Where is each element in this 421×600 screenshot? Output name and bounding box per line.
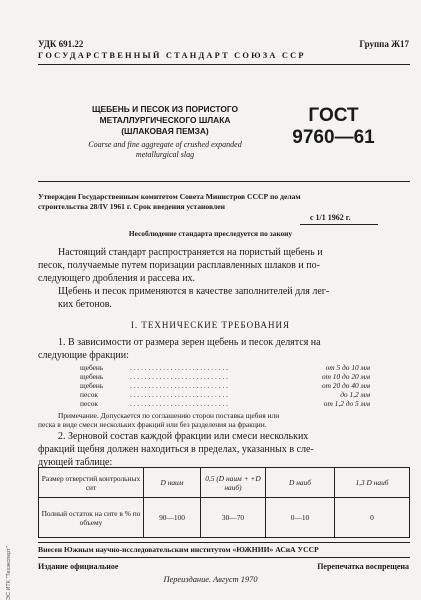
- approval-line2: строительства 28/IV 1961 г. Срок введения установлен: [38, 202, 226, 211]
- title-en: [60, 140, 270, 160]
- note-l1: Примечание. Допускается по соглашению сторон поставка щебня или: [58, 411, 280, 420]
- section1-p2-l2: фракций щебня должен находиться в пределах, указанных в сле-: [38, 444, 314, 455]
- fraction-name: песок: [80, 399, 98, 408]
- intro-p2-l2: ких бетонов.: [58, 299, 112, 310]
- section1-p2-l3: дующей таблице:: [38, 457, 113, 468]
- fraction-row: [80, 382, 370, 391]
- table-header-cell: 1,3 D наиб: [335, 468, 410, 498]
- date-underline: [300, 224, 378, 225]
- state-standard-line: ГОСУДАРСТВЕННЫЙ СТАНДАРТ СОЮЗА ССР: [38, 51, 306, 60]
- title-ru-line2: МЕТАЛЛУРГИЧЕСКОГО ШЛАКА: [99, 115, 231, 125]
- title-rule: [38, 181, 410, 182]
- gost-label: ГОСТ: [308, 105, 359, 126]
- table-cell: 0—10: [266, 498, 335, 538]
- intro-p1-l3: следующего дробления и рассева их.: [38, 273, 196, 284]
- footer-rule-top: [38, 542, 410, 543]
- effective-date: с 1/1 1962 г.: [310, 213, 351, 222]
- fraction-value: от 10 до 20 мм: [321, 372, 370, 381]
- section1-p1-l2: следующие фракции:: [38, 350, 129, 361]
- intro-p2-l1: Щебень и песок применяются в качестве заполнителей для лег-: [58, 286, 330, 297]
- section1-p2: [38, 413, 410, 469]
- leader-dots: . . . . . . . . . . . . . . . . . . . . . . . . . . .: [130, 382, 228, 390]
- fraction-name: щебень: [80, 372, 104, 381]
- udk-code: УДК 691.22: [38, 39, 84, 49]
- fraction-value: до 1,2 мм: [340, 390, 370, 399]
- intro-paragraph: [38, 246, 410, 311]
- header-rule: [38, 64, 410, 65]
- title-ru-line1: ЩЕБЕНЬ И ПЕСОК ИЗ ПОРИСТОГО: [91, 104, 238, 114]
- table-row-label: Полный остаток на сите в % по объему: [39, 498, 144, 538]
- grain-composition-table: [38, 467, 410, 538]
- section1-paragraph: [38, 336, 410, 362]
- introduced-by: Внесен Южным научно-исследовательским институтом «ЮЖНИИ» АСиА УССР: [38, 545, 319, 554]
- section1-p2-l1: 2. Зерновой состав каждой фракции или смеси нескольких: [58, 431, 309, 442]
- fraction-value: от 1,2 до 5 мм: [323, 399, 370, 408]
- note-l2: песка в виде смеси нескольких фракций или без разделения на фракции.: [38, 420, 267, 429]
- reprint-banned: Перепечатка воспрещена: [317, 562, 409, 571]
- section-heading: I. ТЕХНИЧЕСКИЕ ТРЕБОВАНИЯ: [130, 320, 291, 330]
- table-cell: 90—100: [144, 498, 201, 538]
- section1-p1-l1: 1. В зависимости от размера зерен щебень и песок делятся на: [58, 337, 321, 348]
- official-edition: Издание официальное: [38, 562, 119, 571]
- table-header-cell: D наим: [144, 468, 201, 498]
- title-en-line2: metallurgical slag: [135, 150, 195, 159]
- law-warning: Несоблюдение стандарта преследуется по закону: [128, 229, 293, 238]
- leader-dots: . . . . . . . . . . . . . . . . . . . . . . . . . . .: [130, 364, 228, 372]
- gost-number: 9760—61: [292, 127, 375, 148]
- intro-p1-l2: песок, получаемые путем поризации расплавленных шлаков и по-: [38, 260, 320, 271]
- fraction-name: щебень: [80, 363, 104, 372]
- table-header-cell: 0,5 (D наим + +D наиб): [201, 468, 266, 498]
- title-ru-line3: (ШЛАКОВАЯ ПЕМЗА): [121, 126, 209, 136]
- leader-dots: . . . . . . . . . . . . . . . . . . . . . . . . . . .: [130, 373, 228, 381]
- leader-dots: . . . . . . . . . . . . . . . . . . . . . . . . . . .: [130, 391, 228, 399]
- approval-line1: Утвержден Государственным комитетом Совета Министров СССР по делам: [38, 192, 301, 201]
- fraction-value: от 5 до 10 мм: [325, 363, 370, 372]
- table-header-cell: Размер отверстий контрольных сит: [39, 468, 144, 498]
- table-header-cell: D наиб: [266, 468, 335, 498]
- table-row: [39, 498, 410, 538]
- reissue-note: Переиздание. Август 1970: [163, 575, 258, 584]
- table-header-row: [39, 468, 410, 498]
- intro-p1-l1: Настоящий стандарт распространяется на пористый щебень и: [58, 247, 323, 258]
- fraction-name: щебень: [80, 381, 104, 390]
- title-en-line1: Coarse and fine aggregate of crushed expanded: [88, 140, 242, 149]
- table-cell: 30—70: [201, 498, 266, 538]
- fraction-value: от 20 до 40 мм: [321, 381, 370, 390]
- fraction-name: песок: [80, 390, 98, 399]
- fraction-row: [80, 400, 370, 409]
- table-cell: 0: [335, 498, 410, 538]
- leader-dots: . . . . . . . . . . . . . . . . . . . . . . . . . . .: [130, 400, 228, 408]
- side-watermark: ЭС ИТК "Техэксперт": [6, 546, 12, 600]
- footer-rule-bottom: [38, 557, 410, 558]
- title-ru: [60, 104, 270, 137]
- group-code: Группа Ж17: [359, 39, 409, 49]
